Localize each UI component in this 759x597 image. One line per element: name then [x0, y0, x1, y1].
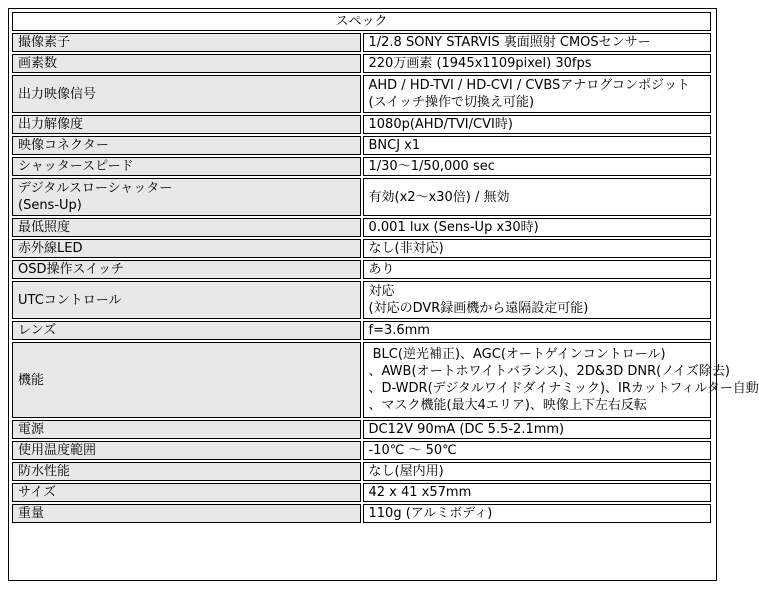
spec-label: 出力映像信号 — [12, 75, 361, 113]
spec-label: 出力解像度 — [12, 115, 361, 134]
spec-value: あり — [363, 260, 712, 279]
spec-value: なし(屋内用) — [363, 462, 712, 481]
spec-value: DC12V 90mA (DC 5.5-2.1mm) — [363, 420, 712, 439]
spec-label: デジタルスローシャッター (Sens-Up) — [18, 181, 173, 213]
spec-label: 撮像素子 — [12, 33, 361, 52]
spec-value: 0.001 lux (Sens-Up x30時) — [363, 218, 712, 237]
spec-label: 重量 — [12, 504, 361, 523]
spec-label: 赤外線LED — [12, 239, 361, 258]
spec-label: サイズ — [12, 483, 361, 502]
spec-label: 防水性能 — [12, 462, 361, 481]
spec-value: 対応 (対応のDVR録画機から遠隔設定可能) — [368, 284, 589, 316]
spec-value: f=3.6mm — [363, 321, 712, 340]
spec-value: なし(非対応) — [363, 239, 712, 258]
spec-value: 1080p(AHD/TVI/CVI時) — [363, 115, 712, 134]
spec-value: 有効(x2〜x30倍) / 無効 — [363, 178, 712, 216]
spec-label: 映像コネクター — [12, 136, 361, 155]
spec-label: 電源 — [12, 420, 361, 439]
spec-row-output-signal — [12, 75, 711, 113]
spec-row-utc-control — [12, 281, 711, 319]
spec-value: 220万画素 (1945x1109pixel) 30fps — [363, 54, 712, 73]
spec-row-min-illumination — [12, 218, 711, 237]
spec-value: BLC(逆光補正)、AGC(オートゲインコントロール) 、AWB(オートホワイトバランス)、2D&3D DNR(ノイズ除去) 、D-WDR(デジタルワイドダイナミック)、IRカットフィルター自動 、マスク機能(最大4エリア)、映像上下左右反転 — [368, 347, 759, 413]
spec-row-size — [12, 483, 711, 502]
spec-value: AHD / HD-TVI / HD-CVI / CVBSアナログコンポジット (スイッチ操作で切換え可能) — [368, 78, 690, 110]
spec-title: スペック — [12, 12, 711, 31]
spec-row-weight — [12, 504, 711, 523]
spec-row-shutter — [12, 157, 711, 176]
spec-row-pixels — [12, 54, 711, 73]
spec-value: 42 x 41 x57mm — [363, 483, 712, 502]
spec-row-sensor — [12, 33, 711, 52]
spec-value: -10℃ 〜 50℃ — [363, 441, 712, 460]
spec-label: UTCコントロール — [12, 281, 361, 319]
spec-table — [10, 10, 759, 525]
spec-value: BNCJ x1 — [363, 136, 712, 155]
spec-label: 使用温度範囲 — [12, 441, 361, 460]
spec-label: シャッタースピード — [12, 157, 361, 176]
spec-value: 1/2.8 SONY STARVIS 裏面照射 CMOSセンサー — [363, 33, 712, 52]
spec-row-connector — [12, 136, 711, 155]
spec-row-temperature — [12, 441, 711, 460]
spec-label: 最低照度 — [12, 218, 361, 237]
spec-title-row — [12, 12, 711, 31]
spec-row-functions — [12, 342, 711, 418]
spec-row-osd-switch — [12, 260, 711, 279]
spec-row-power — [12, 420, 711, 439]
spec-row-resolution — [12, 115, 711, 134]
spec-label: 機能 — [12, 342, 361, 418]
spec-row-waterproof — [12, 462, 711, 481]
spec-value: 1/30〜1/50,000 sec — [363, 157, 712, 176]
spec-label: レンズ — [12, 321, 361, 340]
spec-value: 110g (アルミボディ) — [363, 504, 712, 523]
spec-label: 画素数 — [12, 54, 361, 73]
spec-row-ir-led — [12, 239, 711, 258]
spec-label: OSD操作スイッチ — [12, 260, 361, 279]
spec-table-frame — [8, 8, 759, 581]
spec-row-lens — [12, 321, 711, 340]
spec-row-slow-shutter — [12, 178, 711, 216]
